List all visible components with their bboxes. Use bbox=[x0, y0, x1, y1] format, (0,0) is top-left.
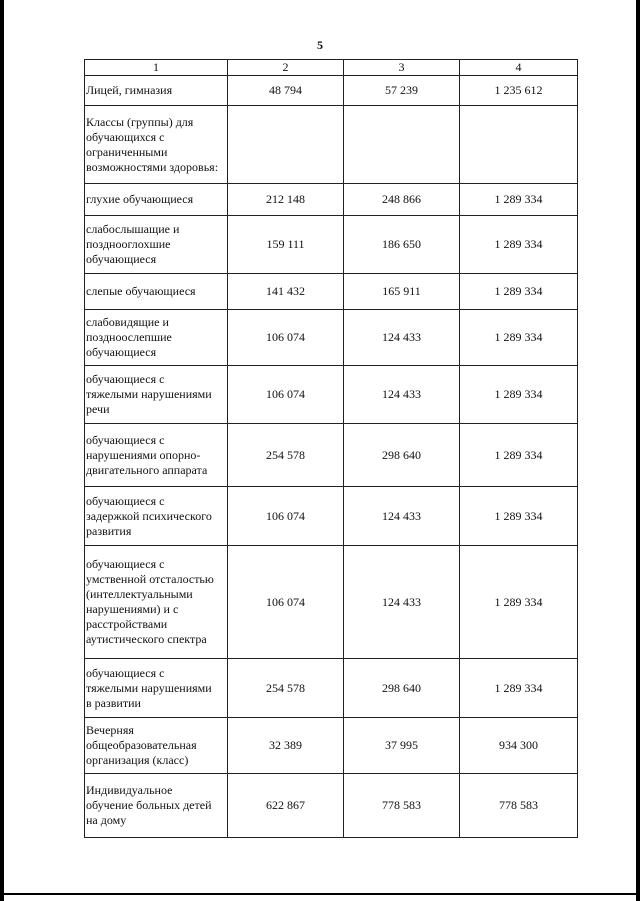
cell-col4 bbox=[460, 106, 578, 184]
cell-col4: 1 289 334 bbox=[460, 487, 578, 546]
table-row bbox=[85, 424, 578, 487]
row-label: Вечерняя общеобразовательная организация (класс) bbox=[85, 718, 228, 774]
row-label: слабовидящие и поздноослепшие обучающиеся bbox=[85, 310, 228, 366]
cell-col4: 1 289 334 bbox=[460, 424, 578, 487]
cell-col3: 298 640 bbox=[344, 659, 460, 718]
scan-bottom-border bbox=[0, 893, 640, 895]
cell-col4: 778 583 bbox=[460, 774, 578, 838]
table-row bbox=[85, 546, 578, 659]
table-row bbox=[85, 216, 578, 274]
row-label: слепые обучающиеся bbox=[85, 274, 228, 310]
table-row bbox=[85, 718, 578, 774]
cell-col4: 1 289 334 bbox=[460, 546, 578, 659]
column-header-3: 3 bbox=[344, 60, 460, 76]
cell-col4: 1 235 612 bbox=[460, 76, 578, 106]
cell-col4: 1 289 334 bbox=[460, 216, 578, 274]
table-header-row bbox=[85, 60, 578, 76]
cell-col3: 165 911 bbox=[344, 274, 460, 310]
cell-col3: 124 433 bbox=[344, 366, 460, 424]
table-row bbox=[85, 659, 578, 718]
table-row bbox=[85, 774, 578, 838]
row-label: слабослышащие и позднооглохшие обучающиеся bbox=[85, 216, 228, 274]
row-label: обучающиеся с тяжелыми нарушениями в развитии bbox=[85, 659, 228, 718]
cell-col3: 124 433 bbox=[344, 487, 460, 546]
table-row bbox=[85, 106, 578, 184]
cell-col4: 1 289 334 bbox=[460, 274, 578, 310]
row-label: Классы (группы) для обучающихся с ограниченными возможностями здоровья: bbox=[85, 106, 228, 184]
cell-col3: 124 433 bbox=[344, 546, 460, 659]
cell-col4: 1 289 334 bbox=[460, 184, 578, 216]
cell-col2: 141 432 bbox=[228, 274, 344, 310]
cell-col3: 57 239 bbox=[344, 76, 460, 106]
cell-col4: 1 289 334 bbox=[460, 366, 578, 424]
table-row bbox=[85, 487, 578, 546]
cell-col2: 254 578 bbox=[228, 424, 344, 487]
table-row bbox=[85, 310, 578, 366]
column-header-1: 1 bbox=[85, 60, 228, 76]
cell-col2: 106 074 bbox=[228, 366, 344, 424]
cell-col2: 106 074 bbox=[228, 310, 344, 366]
cell-col2: 106 074 bbox=[228, 546, 344, 659]
scan-left-border bbox=[0, 0, 4, 901]
cell-col3: 186 650 bbox=[344, 216, 460, 274]
cell-col4: 934 300 bbox=[460, 718, 578, 774]
cell-col3: 124 433 bbox=[344, 310, 460, 366]
table-row bbox=[85, 184, 578, 216]
cell-col4: 1 289 334 bbox=[460, 659, 578, 718]
row-label: глухие обучающиеся bbox=[85, 184, 228, 216]
row-label: обучающиеся с задержкой психического развития bbox=[85, 487, 228, 546]
row-label: Лицей, гимназия bbox=[85, 76, 228, 106]
cell-col3: 37 995 bbox=[344, 718, 460, 774]
column-header-2: 2 bbox=[228, 60, 344, 76]
row-label: Индивидуальное обучение больных детей на дому bbox=[85, 774, 228, 838]
row-label: обучающиеся с тяжелыми нарушениями речи bbox=[85, 366, 228, 424]
cell-col2: 212 148 bbox=[228, 184, 344, 216]
scan-right-border bbox=[636, 0, 640, 901]
page-number: 5 bbox=[317, 38, 323, 52]
cell-col3 bbox=[344, 106, 460, 184]
cell-col2 bbox=[228, 106, 344, 184]
column-header-4: 4 bbox=[460, 60, 578, 76]
cell-col3: 298 640 bbox=[344, 424, 460, 487]
cell-col2: 254 578 bbox=[228, 659, 344, 718]
table-row bbox=[85, 274, 578, 310]
cell-col2: 106 074 bbox=[228, 487, 344, 546]
row-label: обучающиеся с умственной отсталостью (интеллектуальными нарушениями) и с расстройствами аутистического спектра bbox=[85, 546, 228, 659]
cell-col3: 778 583 bbox=[344, 774, 460, 838]
cell-col3: 248 866 bbox=[344, 184, 460, 216]
cell-col4: 1 289 334 bbox=[460, 310, 578, 366]
cell-col2: 32 389 bbox=[228, 718, 344, 774]
cell-col2: 622 867 bbox=[228, 774, 344, 838]
cell-col2: 48 794 bbox=[228, 76, 344, 106]
row-label: обучающиеся с нарушениями опорно- двигательного аппарата bbox=[85, 424, 228, 487]
data-table bbox=[84, 59, 578, 838]
table-row bbox=[85, 76, 578, 106]
table-row bbox=[85, 366, 578, 424]
cell-col2: 159 111 bbox=[228, 216, 344, 274]
